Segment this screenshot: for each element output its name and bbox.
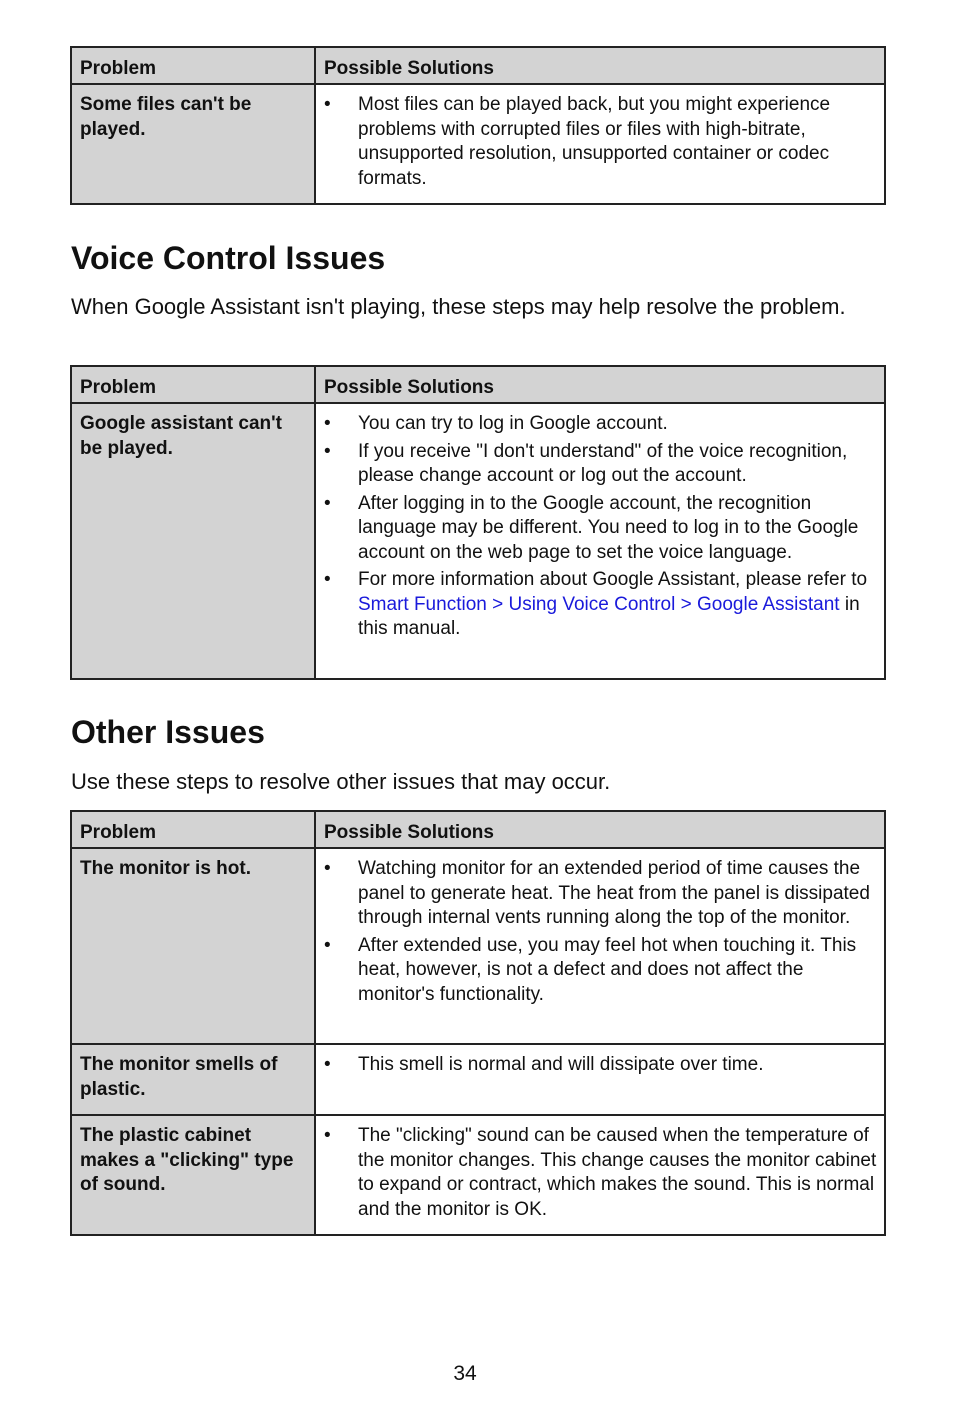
table-row	[71, 1044, 885, 1115]
list-item	[324, 440, 878, 489]
problem-cell: Google assistant can't be played.	[71, 403, 315, 679]
solutions-list	[324, 1053, 878, 1078]
solutions-cell	[315, 848, 885, 1044]
list-item	[324, 1053, 878, 1078]
bullet-icon: •	[324, 440, 331, 462]
list-item	[324, 93, 878, 191]
bullet-icon: •	[324, 934, 331, 956]
table-row	[71, 848, 885, 1044]
solutions-list	[324, 857, 878, 1007]
section-intro-other-issues: Use these steps to resolve other issues that may occur.	[71, 769, 611, 794]
list-item	[324, 857, 878, 931]
solution-text: After extended use, you may feel hot when touching it. This heat, however, is not a defect and does not affect the monitor's functionality.	[358, 934, 857, 1005]
solutions-list	[324, 412, 878, 642]
media-troubleshoot-table	[70, 46, 886, 205]
solutions-cell	[315, 84, 885, 204]
bullet-icon: •	[324, 413, 331, 434]
manual-reference-link[interactable]: Smart Function > Using Voice Control > Google Assistant	[358, 593, 840, 615]
solutions-cell	[315, 403, 885, 679]
solution-text: This smell is normal and will dissipate over time.	[358, 1054, 764, 1075]
page-number: 34	[453, 1362, 477, 1385]
problem-column-header: Problem	[71, 366, 315, 403]
solutions-column-header: Possible Solutions	[315, 47, 885, 84]
table-row	[71, 84, 885, 204]
list-item	[324, 934, 878, 1008]
table-row	[71, 403, 885, 679]
section-title-other-issues: Other Issues	[71, 714, 265, 750]
table-header-row	[71, 811, 885, 848]
other-troubleshoot-table	[70, 810, 886, 1236]
problem-cell: Some files can't be played.	[71, 84, 315, 204]
table-header-row	[71, 366, 885, 403]
list-item	[324, 1124, 878, 1222]
solution-text: Most files can be played back, but you might experience problems with corrupted files or files with high-bitrate, unsupported resolution, unsupported container or codec formats.	[358, 94, 831, 189]
list-item	[324, 412, 878, 437]
problem-cell: The plastic cabinet makes a "clicking" type of sound.	[71, 1115, 315, 1235]
table-header-row	[71, 47, 885, 84]
list-item	[324, 568, 878, 642]
bullet-icon: •	[324, 858, 331, 879]
problem-column-header: Problem	[71, 811, 315, 848]
solution-text: The "clicking" sound can be caused when the temperature of the monitor changes. This change causes the monitor cabinet to expand or contract, which makes the sound. This is normal and the monitor is OK.	[358, 1125, 877, 1220]
table-row	[71, 1115, 885, 1235]
solutions-column-header: Possible Solutions	[315, 811, 885, 848]
solution-text: You can try to log in Google account.	[358, 413, 668, 434]
solutions-column-header: Possible Solutions	[315, 366, 885, 403]
section-intro-voice-control: When Google Assistant isn't playing, these steps may help resolve the problem.	[71, 294, 846, 319]
solutions-list	[324, 93, 878, 191]
solution-text: Watching monitor for an extended period of time causes the panel to generate heat. The heat from the panel is dissipated through internal vents running along the top of the monitor.	[358, 858, 870, 928]
problem-cell: The monitor is hot.	[71, 848, 315, 1044]
problem-column-header: Problem	[71, 47, 315, 84]
section-title-voice-control: Voice Control Issues	[71, 240, 386, 276]
problem-cell: The monitor smells of plastic.	[71, 1044, 315, 1115]
voice-troubleshoot-table	[70, 365, 886, 680]
bullet-icon: •	[324, 492, 331, 514]
solution-text: If you receive "I don't understand" of the voice recognition, please change account or log out the account.	[358, 440, 848, 486]
bullet-icon: •	[324, 94, 331, 115]
list-item	[324, 492, 878, 566]
bullet-icon: •	[324, 1125, 331, 1146]
solution-text: After logging in to the Google account, the recognition language may be different. You need to log in to the Google account on the web page to set the voice language.	[358, 492, 859, 563]
bullet-icon: •	[324, 1054, 331, 1075]
bullet-icon: •	[324, 569, 331, 590]
solution-text-after-link: in this manual.	[358, 593, 860, 639]
solutions-list	[324, 1124, 878, 1222]
solutions-cell	[315, 1044, 885, 1115]
solutions-cell	[315, 1115, 885, 1235]
solution-text-before-link: For more information about Google Assistant, please refer to	[358, 569, 868, 590]
